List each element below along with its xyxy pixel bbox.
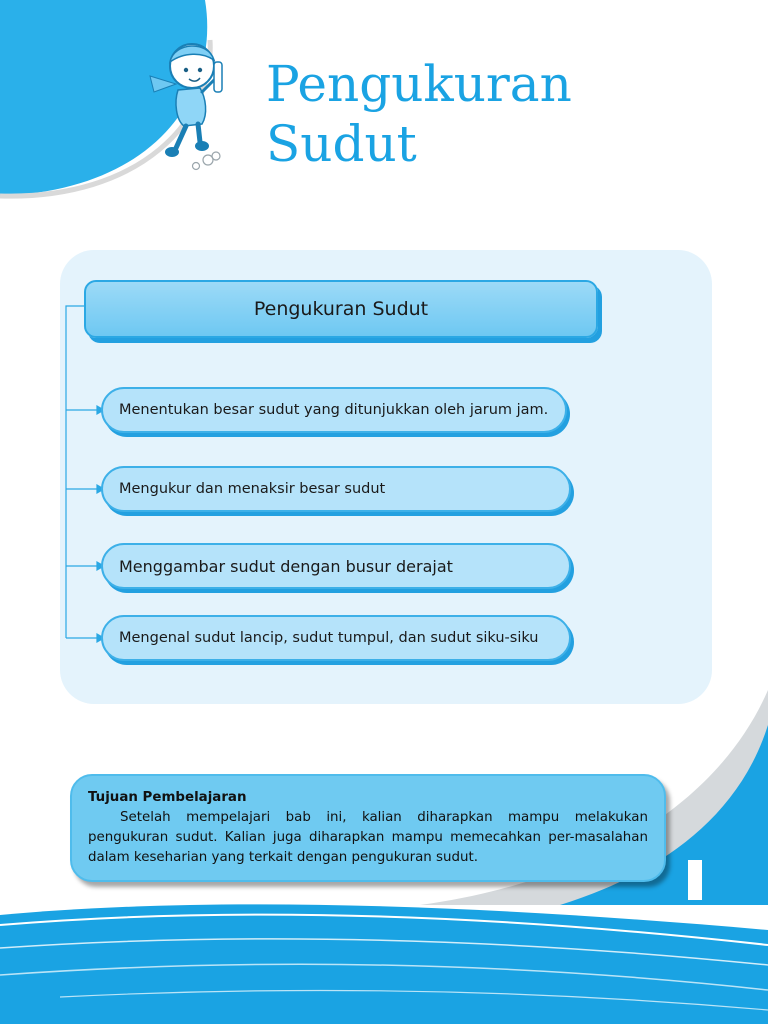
- title-line-2: Sudut: [266, 115, 417, 173]
- wave-bottom: [0, 904, 768, 1024]
- concept-item-label: Mengukur dan menaksir besar sudut: [119, 481, 386, 497]
- learning-goals-box: [70, 774, 666, 882]
- concept-item-2: [101, 466, 571, 512]
- concept-item-4: [101, 615, 571, 661]
- mascot-icon: [140, 32, 232, 172]
- concept-item-1: [101, 387, 567, 433]
- concept-item-label: Menggambar sudut dengan busur derajat: [119, 556, 453, 576]
- learning-goals-text: Setelah mempelajari bab ini, kalian diharapkan mampu melakukan pengukuran sudut. Kalian juga diharapkan mampu memecahkan per-masalahan dalam keseharian yang terkait dengan pengukuran sudut.: [88, 810, 648, 865]
- title-line-1: Pengukuran: [266, 55, 572, 113]
- concept-item-label: Menentukan besar sudut yang ditunjukkan oleh jarum jam.: [119, 402, 549, 418]
- concept-root-label: Pengukuran Sudut: [253, 298, 429, 320]
- learning-goals-heading: Tujuan Pembelajaran: [88, 790, 247, 805]
- concept-item-label: Mengenal sudut lancip, sudut tumpul, dan sudut siku-siku: [119, 630, 539, 646]
- page-title: [266, 54, 572, 174]
- concept-item-3: [101, 543, 571, 589]
- concept-root-box: [84, 280, 598, 338]
